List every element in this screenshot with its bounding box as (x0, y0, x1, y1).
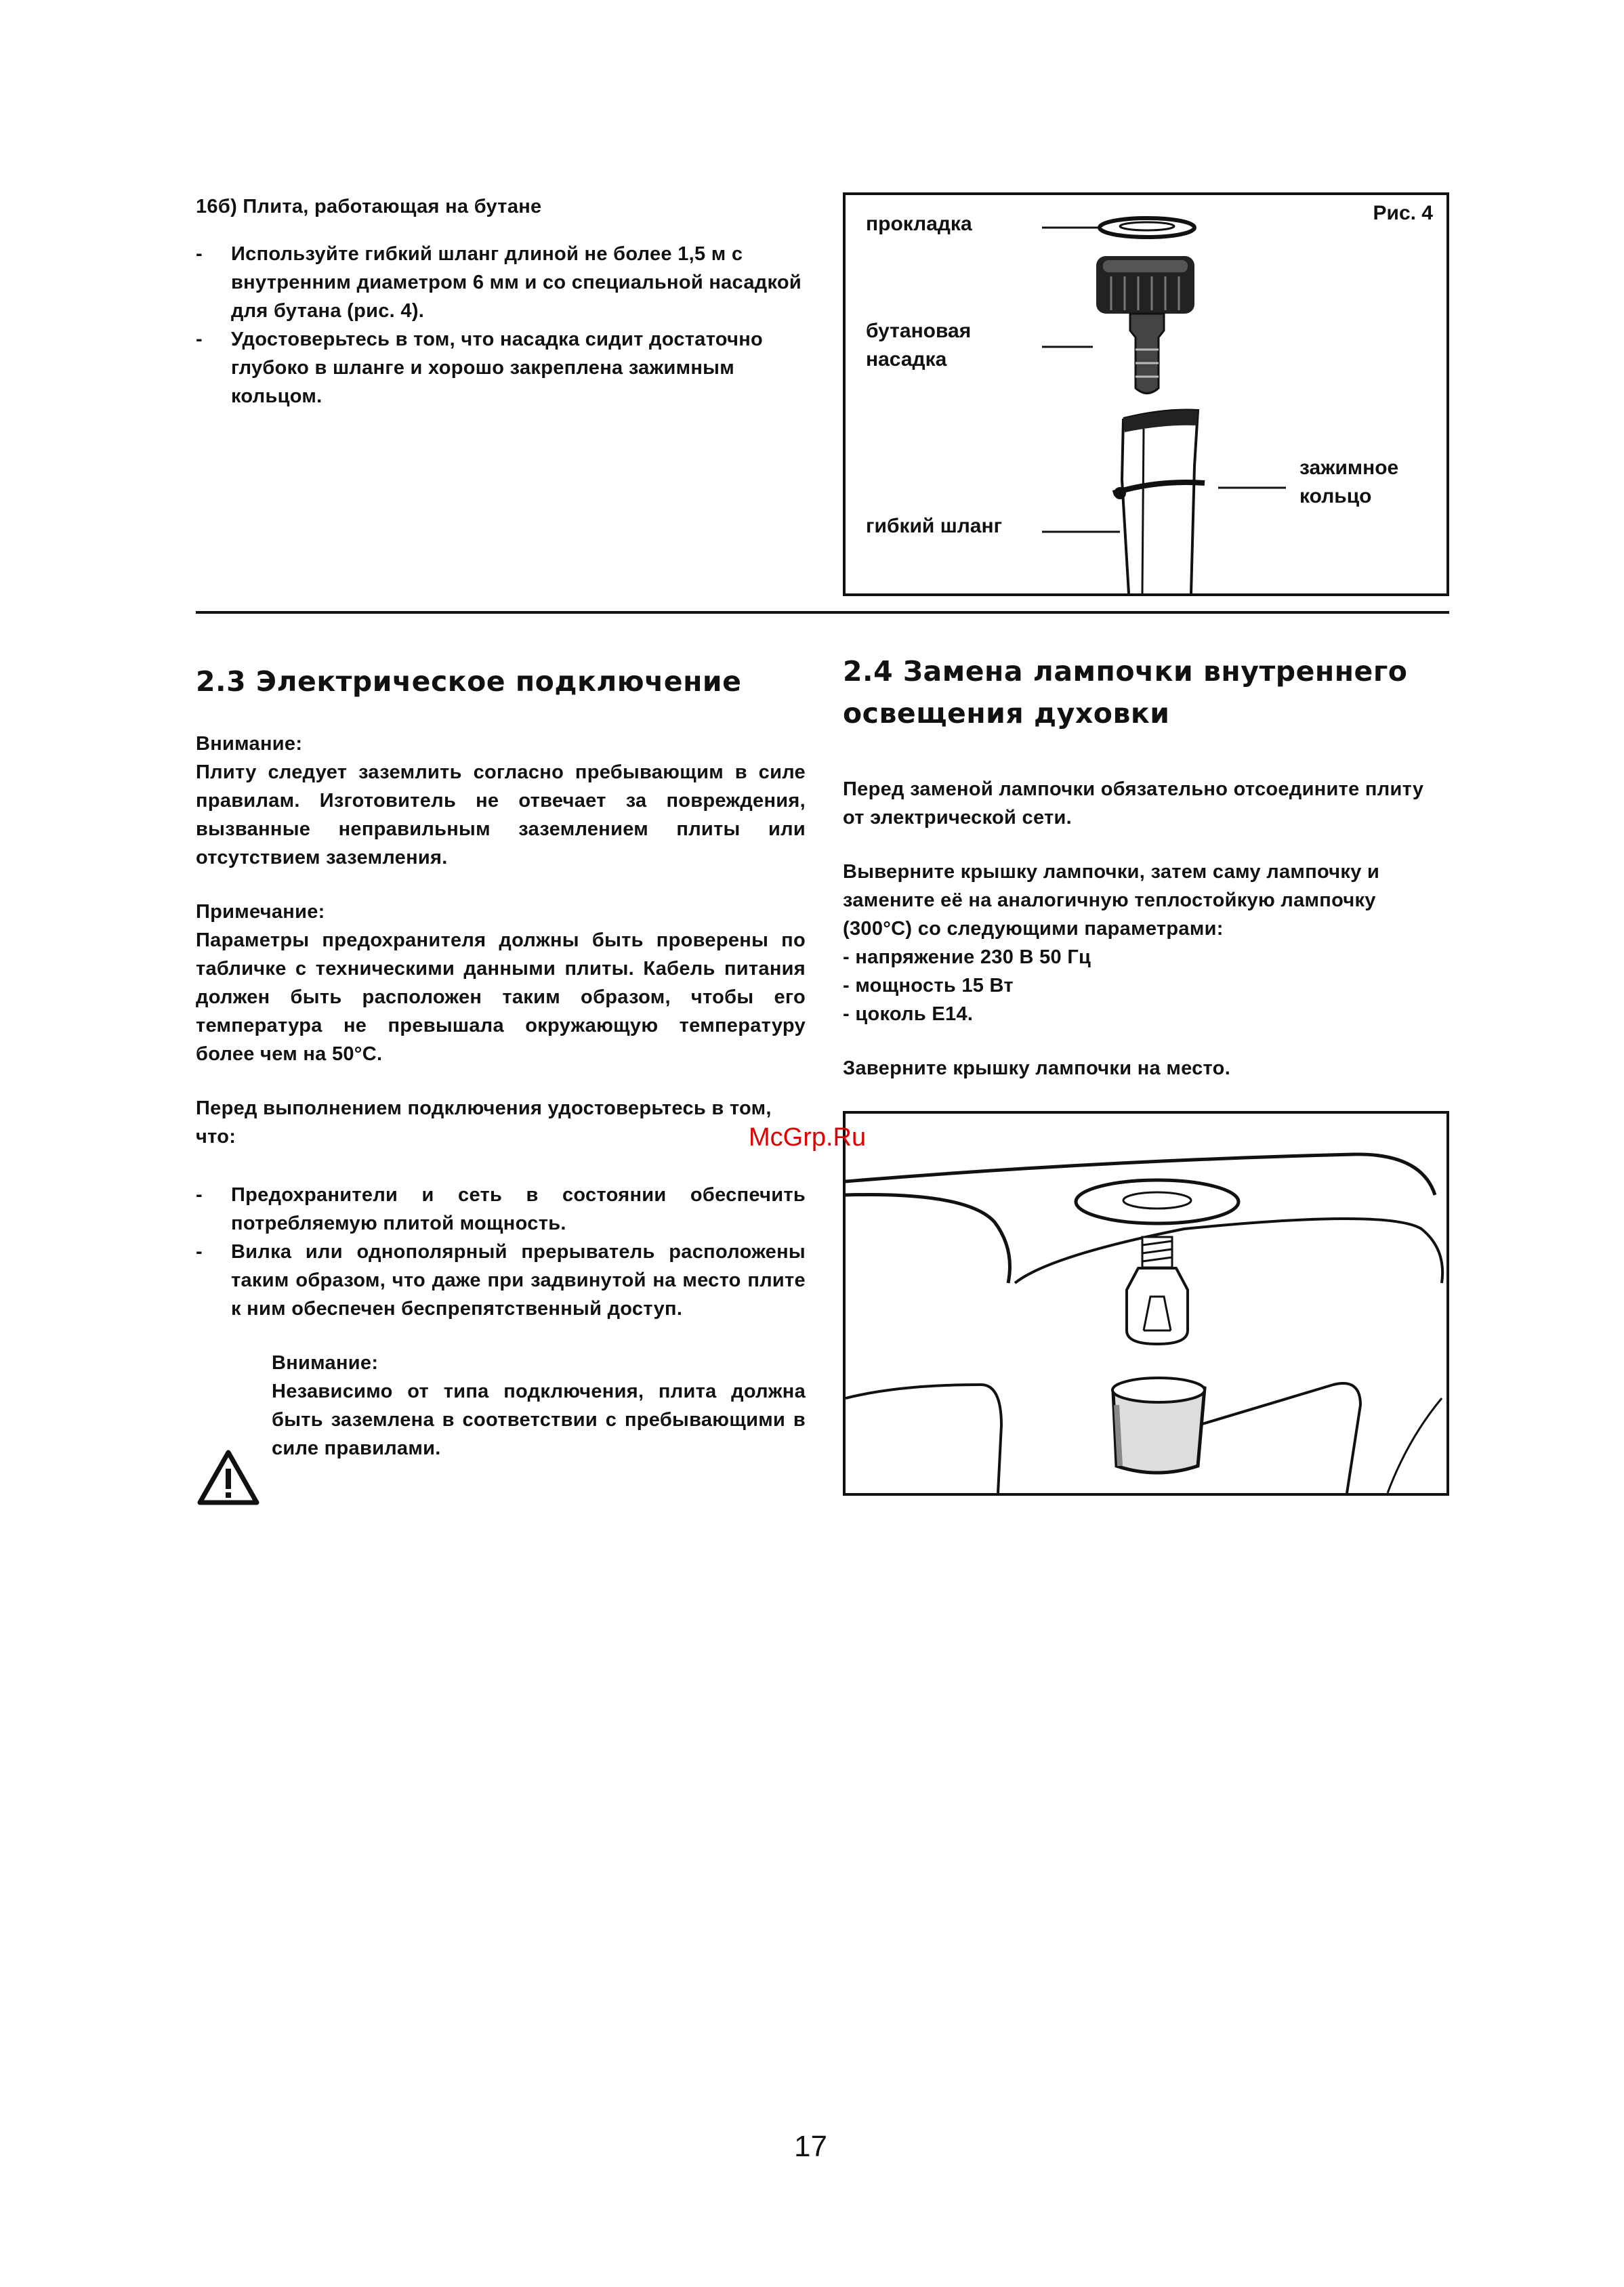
note-label: Примечание: (196, 901, 325, 923)
watermark: McGrp.Ru (749, 1123, 867, 1152)
clamp-ring-icon (1113, 482, 1205, 493)
label-hose: гибкий шланг (866, 515, 1003, 537)
list-item: - Вилка или однополярный прерыватель расположены таким образом, что даже при задвинутой на место плите к ним обеспечен беспрепятственный доступ. (196, 1238, 806, 1323)
hose-end-icon (1123, 411, 1198, 433)
section-divider (196, 611, 1449, 614)
lamp-replacement-figure (843, 1111, 1449, 1496)
lamp-closing: Заверните крышку лампочки на место. (843, 1057, 1231, 1079)
section-2-4-title: 2.4 Замена лампочки внутреннего освещения духовки (843, 655, 1408, 730)
note-block (196, 898, 806, 1068)
warning-triangle-icon (196, 1448, 261, 1507)
before-connection-text: Перед выполнением подключения удостоверьтесь в том, что: (196, 1097, 772, 1148)
lamp-socket-icon (1076, 1180, 1238, 1223)
section-2-3-title: 2.3 Электрическое подключение (196, 665, 742, 698)
note-text: Параметры предохранителя должны быть проверены по табличке с техническими данными плиты. Кабель питания должен быть расположен таким образом, чтобы его температура не превышала окружающую температуру более чем на 50°С. (196, 929, 806, 1065)
param-voltage: - напряжение 230 В 50 Гц (843, 946, 1091, 968)
lamp-instruction: Выверните крышку лампочки, затем саму лампочку и замените её на аналогичную теплостойкую лампочку (300°С) со следующими параметрами: (843, 861, 1380, 940)
section-2-3 (196, 660, 806, 1463)
butane-nozzle-illustration (846, 195, 1446, 593)
warning-text: Независимо от типа подключения, плита должна быть заземлена в соответствии с пребывающими в силе правилами. (272, 1381, 806, 1459)
connection-checklist (196, 1181, 806, 1323)
label-ring: зажимное кольцо (1299, 457, 1399, 507)
oven-lamp-illustration (846, 1114, 1446, 1493)
list-item: - Используйте гибкий шланг длиной не более 1,5 м с внутренним диаметром 6 мм и со специальной насадкой для бутана (рис. 4). (196, 240, 806, 325)
list-item: - Удостоверьтесь в том, что насадка сидит достаточно глубоко в шланге и хорошо закреплена зажимным кольцом. (196, 325, 806, 411)
figure-caption: Рис. 4 (1373, 202, 1433, 224)
warning-block (272, 1349, 806, 1463)
list-item: - Предохранители и сеть в состоянии обеспечить потребляемую плитой мощность. (196, 1181, 806, 1238)
lamp-params (843, 943, 1449, 1028)
param-socket: - цоколь Е14. (843, 1003, 974, 1025)
param-power: - мощность 15 Вт (843, 975, 1014, 996)
section-2-4 (843, 650, 1449, 1083)
light-bulb-icon (1127, 1268, 1188, 1344)
section-1b (196, 192, 806, 411)
page-number: 17 (794, 2130, 827, 2163)
attention-text: Плиту следует заземлить согласно пребывающим в силе правилам. Изготовитель не отвечает за повреждения, вызванные неправильным заземлением плиты или отсутствием заземления. (196, 761, 806, 868)
attention-block (196, 730, 806, 872)
label-nozzle: бутановая насадка (866, 320, 972, 371)
section-1b-list (196, 240, 806, 411)
lamp-intro: Перед заменой лампочки обязательно отсоедините плиту от электрической сети. (843, 778, 1424, 828)
warning-label: Внимание: (272, 1352, 379, 1374)
nozzle-stem-icon (1130, 314, 1164, 394)
gasket-icon (1100, 218, 1194, 237)
label-gasket: прокладка (866, 213, 972, 235)
attention-label: Внимание: (196, 733, 303, 755)
section-1b-heading: 16б) Плита, работающая на бутане (196, 196, 542, 217)
figure-4 (843, 192, 1449, 596)
